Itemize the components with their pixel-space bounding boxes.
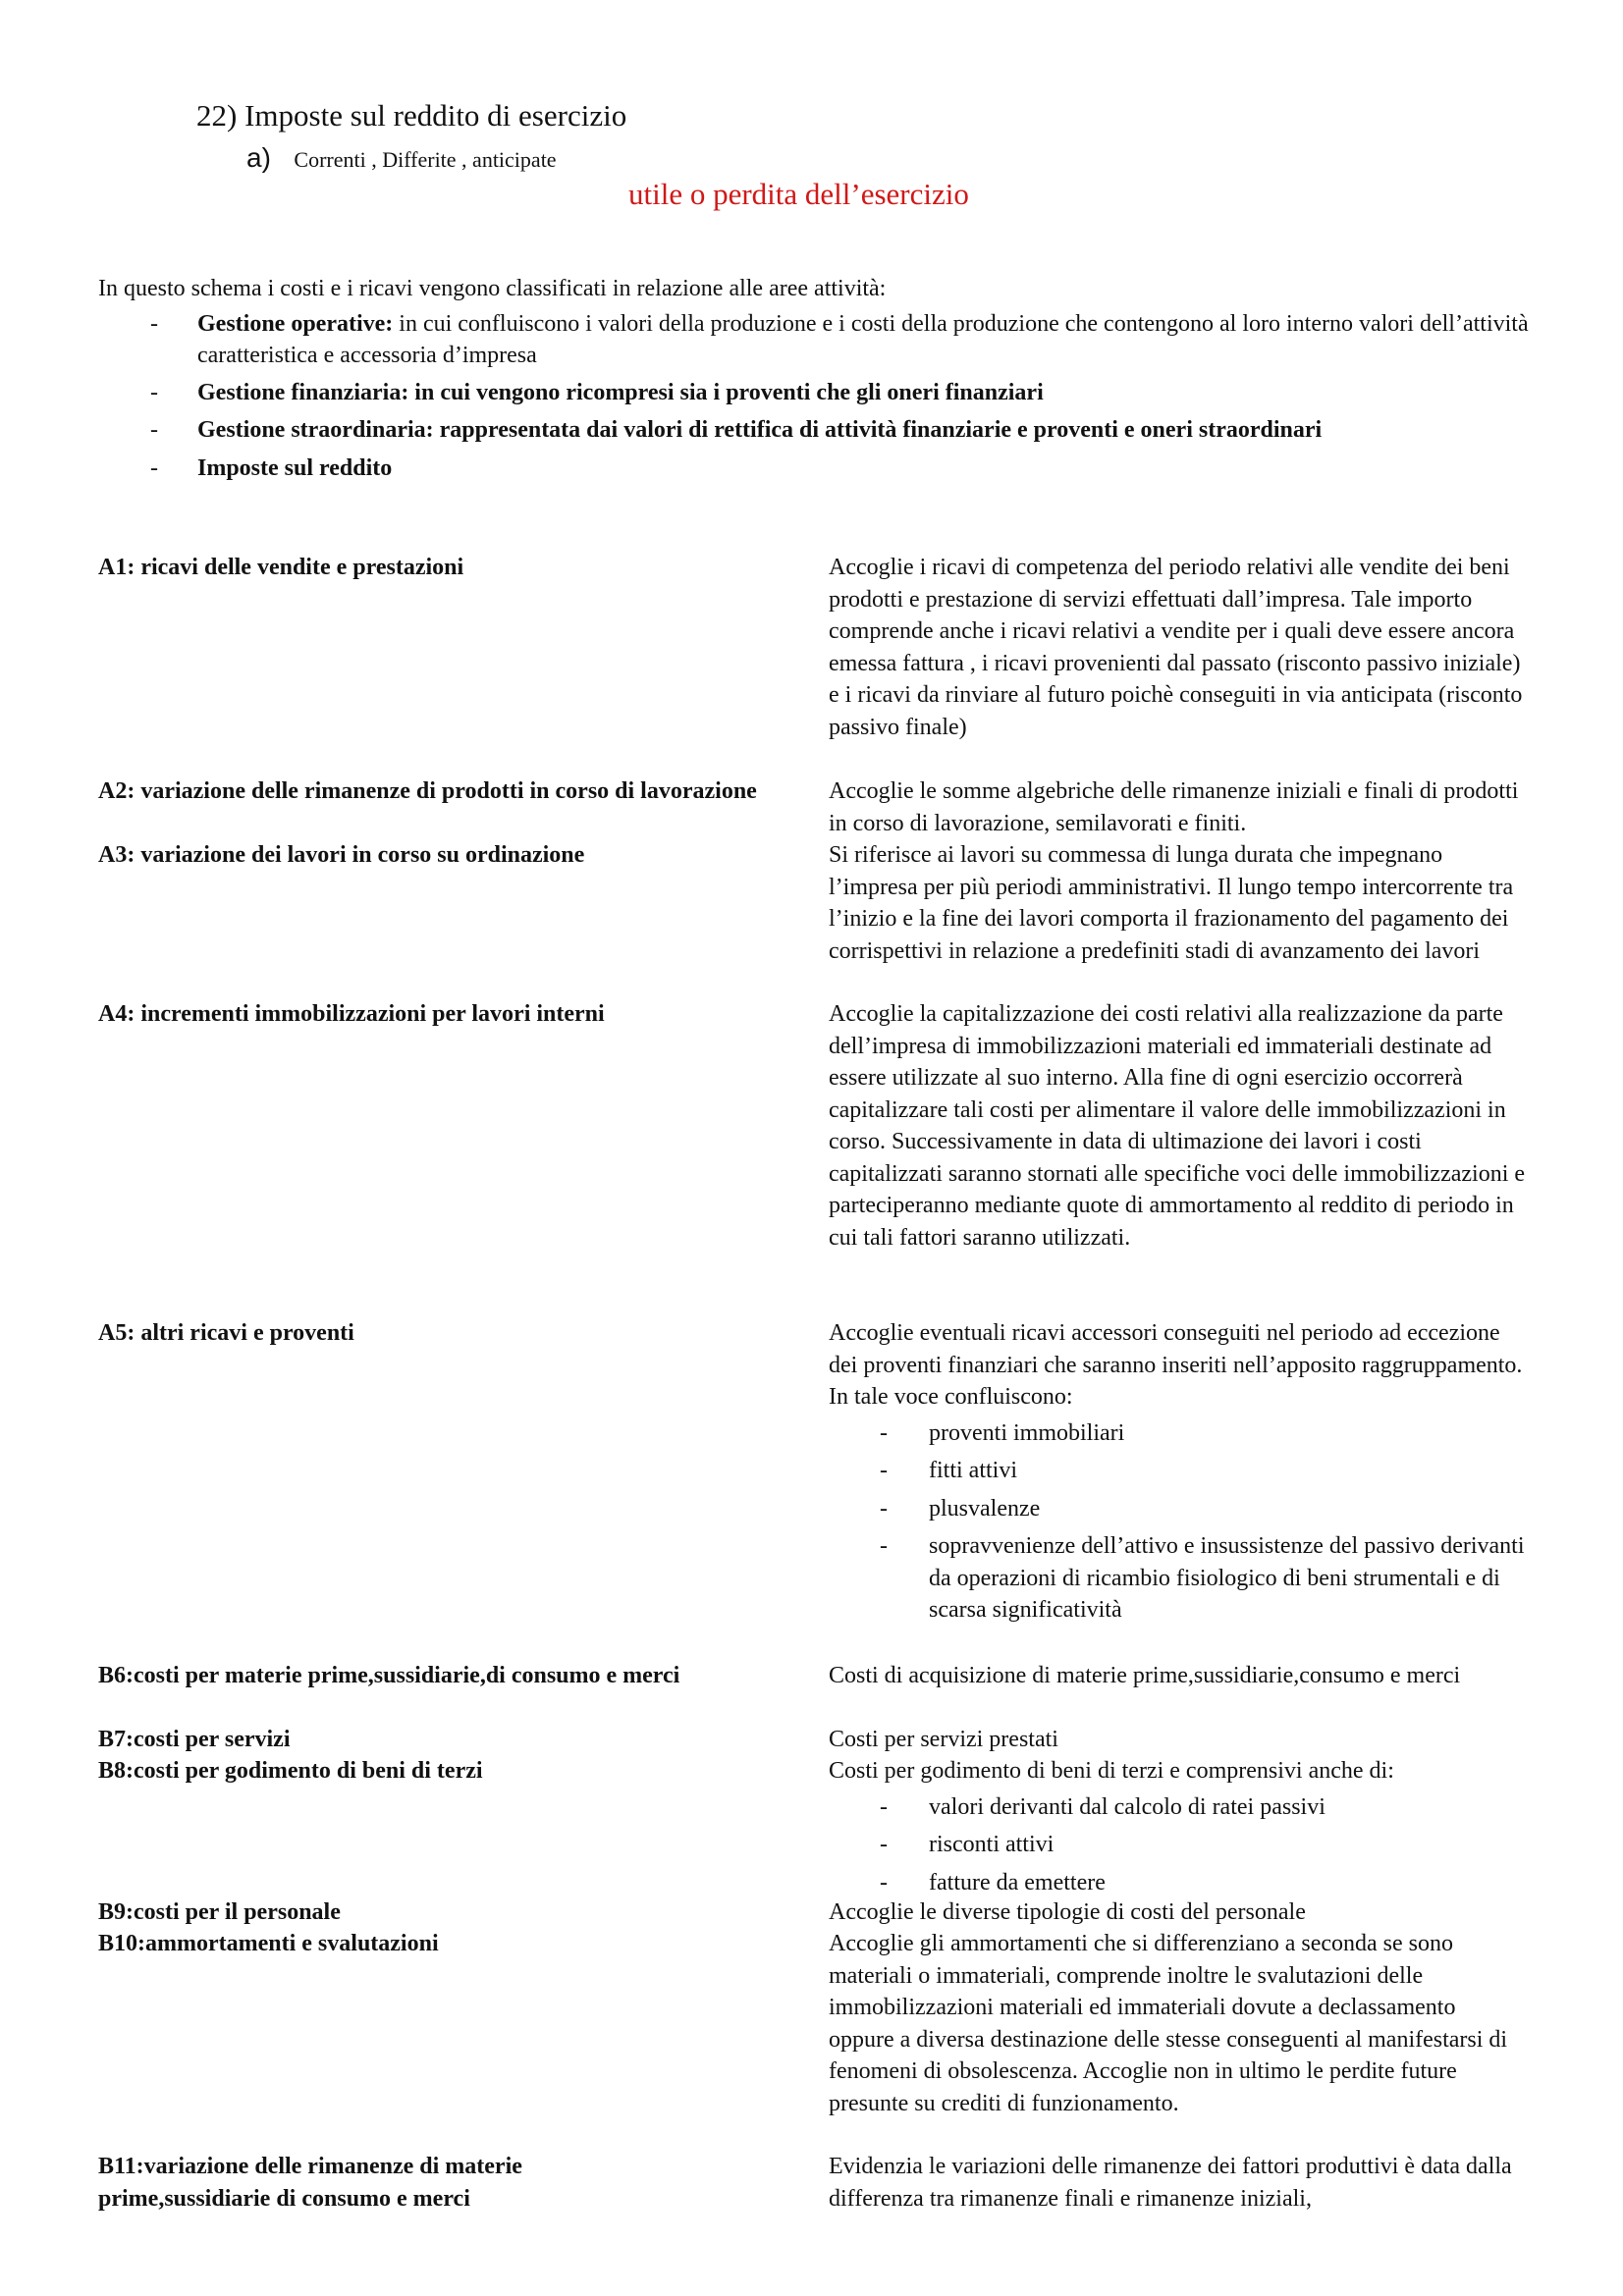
row-desc-b8-text: Costi per godimento di beni di terzi e comprensivi anche di: <box>829 1758 1394 1784</box>
list-item: - risconti attivi <box>880 1832 1055 1857</box>
row-label-b9: B9:costi per il personale <box>98 1899 341 1925</box>
row-label-a2: A2: variazione delle rimanenze di prodotti in corso di lavorazione <box>98 778 757 804</box>
bullet-operative: - Gestione operative: in cui confluiscono i valori della produzione e i costi della produzione che contengono al loro interno valori dell’attività caratteristica e accessoria d’impresa <box>150 310 1529 368</box>
subsection-heading <box>246 142 557 174</box>
row-label-b10: B10:ammortamenti e svalutazioni <box>98 1931 439 1956</box>
row-label-a5: A5: altri ricavi e proventi <box>98 1320 354 1346</box>
row-desc-b7: Costi per servizi prestati <box>829 1727 1058 1752</box>
subsection-label: a) <box>246 142 271 173</box>
row-desc-a1: Accoglie i ricavi di competenza del periodo relativi alle vendite dei beni prodotti e prestazione di servizi effettuati dall’impresa. Tale importo comprende anche i ricavi relativi a vendite per i quali deve essere ancora emessa fattura , i ricavi provenienti dal passato (risconto passivo iniziale) e i ricavi da rinviare al futuro poichè conseguiti in via anticipata (risconto passivo finale) <box>829 555 1523 740</box>
row-label-a3: A3: variazione dei lavori in corso su ordinazione <box>98 842 585 868</box>
row-desc-b11: Evidenzia le variazioni delle rimanenze dei fattori produttivi è data dalla differenza tra rimanenze finali e rimanenze iniziali, <box>829 2154 1512 2212</box>
intro-block <box>98 273 1532 484</box>
row-label-a4: A4: incrementi immobilizzazioni per lavori interni <box>98 1001 605 1027</box>
bullet-finanziaria: - Gestione finanziaria: in cui vengono ricompresi sia i proventi che gli oneri finanziari <box>150 379 1044 405</box>
result-title: utile o perdita dell’esercizio <box>628 177 969 211</box>
list-item: - valori derivanti dal calcolo di ratei passivi <box>880 1793 1325 1820</box>
row-label-b7: B7:costi per servizi <box>98 1727 291 1752</box>
row-desc-b10: Accoglie gli ammortamenti che si differenziano a seconda se sono materiali o immateriali, comprende inoltre le svalutazioni delle immobilizzazioni materiali ed immateriali dovute a declassamento oppure a diversa destinazione delle stesse conseguenti al manifestarsi di fenomeni di obsolescenza. Accoglie non in ultimo le perdite future presunte su crediti di funzionamento. <box>829 1931 1508 2116</box>
row-a5-list <box>829 1417 1526 1627</box>
section-heading <box>196 98 626 133</box>
list-item: - fatture da emettere <box>880 1869 1106 1896</box>
bullet-imposte: - Imposte sul reddito <box>150 454 393 481</box>
list-item: - fitti attivi <box>880 1458 1017 1483</box>
row-b8-list <box>829 1791 1526 1899</box>
row-desc-a3: Si riferisce ai lavori su commessa di lunga durata che impegnano l’impresa per più periodi amministrativi. Il lungo tempo intercorrente tra l’inizio e la fine dei lavori comporta il frazionamento del pagamento dei corrispettivi in relazione a predefiniti stadi di avanzamento dei lavori <box>829 842 1514 964</box>
row-desc-a4: Accoglie la capitalizzazione dei costi relativi alla realizzazione da parte dell’impresa di immobilizzazioni materiali ed immateriali destinate ad essere utilizzate al suo interno. Alla fine di ogni esercizio occorrerà capitalizzare tali costi per alimentare il valore delle immobilizzazioni in corso. Successivamente in data di ultimazione dei lavori i costi capitalizzati saranno stornati alle specifiche voci delle immobilizzazioni e parteciperanno mediante quote di ammortamento al reddito di periodo in cui tali fattori saranno utilizzati. <box>829 1001 1526 1251</box>
section-title: Imposte sul reddito di esercizio <box>244 98 627 133</box>
intro-text: In questo schema i costi e i ricavi vengono classificati in relazione alle aree attività: <box>98 276 887 301</box>
row-label-b6: B6:costi per materie prime,sussidiarie,di consumo e merci <box>98 1663 680 1688</box>
bullet-straordinaria: - Gestione straordinaria: rappresentata dai valori di rettifica di attività finanziarie e proventi e oneri straordinari <box>150 417 1323 443</box>
row-label-b8: B8:costi per godimento di beni di terzi <box>98 1758 483 1784</box>
row-desc-b8 <box>829 1755 1526 1904</box>
row-desc-b6: Costi di acquisizione di materie prime,sussidiarie,consumo e merci <box>829 1663 1461 1688</box>
list-item: - proventi immobiliari <box>880 1419 1125 1446</box>
list-item: - sopravvenienze dell’attivo e insussistenze del passivo derivanti da operazioni di ricambio fisiologico di beni strumentali e di scarsa significatività <box>880 1533 1525 1623</box>
list-item: - plusvalenze <box>880 1495 1041 1522</box>
row-desc-a2: Accoglie le somme algebriche delle rimanenze iniziali e finali di prodotti in corso di lavorazione, semilavorati e finiti. <box>829 778 1519 836</box>
row-desc-a5 <box>829 1317 1526 1632</box>
row-desc-b9: Accoglie le diverse tipologie di costi del personale <box>829 1899 1306 1925</box>
subsection-text: Correnti , Differite , anticipate <box>294 147 557 172</box>
row-desc-a5-text: Accoglie eventuali ricavi accessori conseguiti nel periodo ad eccezione dei proventi finanziari che saranno inseriti nell’apposito raggruppamento. In tale voce confluiscono: <box>829 1320 1523 1410</box>
row-label-a1: A1: ricavi delle vendite e prestazioni <box>98 555 464 580</box>
row-label-b11: B11:variazione delle rimanenze di materie prime,sussidiarie di consumo e merci <box>98 2154 522 2212</box>
section-number: 22) <box>196 98 238 133</box>
